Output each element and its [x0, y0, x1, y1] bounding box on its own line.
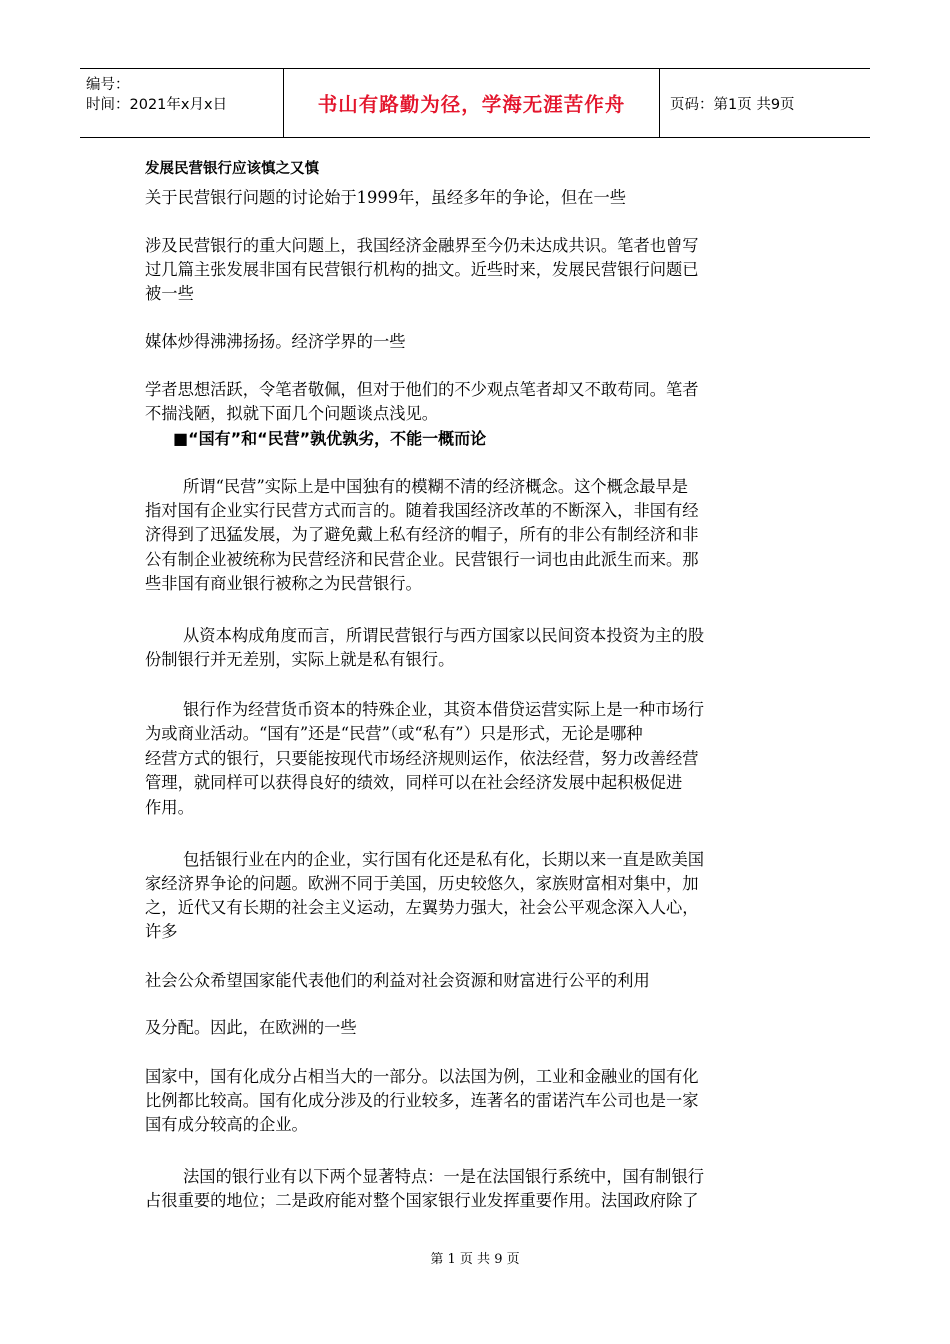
text-line: 银行作为经营货币资本的特殊企业，其资本借贷运营实际上是一种市场行 [183, 700, 705, 719]
text-line: 包括银行业在内的企业，实行国有化还是私有化，长期以来一直是欧美国 [183, 850, 705, 869]
text-line: 法国的银行业有以下两个显著特点：一是在法国银行系统中，国有制银行 [183, 1167, 705, 1186]
text-line: 作用。 [145, 798, 194, 817]
document-number-label: 编号： [86, 77, 130, 93]
header-table [80, 68, 870, 138]
footer-page-number: 第 1 页 共 9 页 [430, 1252, 520, 1267]
text-line: 从资本构成角度而言，所谓民营银行与西方国家以民间资本投资为主的股 [183, 626, 705, 645]
text-line: 管理，就同样可以获得良好的绩效，同样可以在社会经济发展中起积极促进 [145, 773, 683, 792]
text-line: 公有制企业被统称为民营经济和民营企业。民营银行一词也由此派生而来。那 [145, 550, 699, 569]
text-line: 份制银行并无差别，实际上就是私有银行。 [145, 650, 455, 669]
text-line: 比例都比较高。国有化成分涉及的行业较多，连著名的雷诺汽车公司也是一家 [145, 1091, 699, 1110]
document-time-label: 时间：2021年x月x日 [86, 97, 228, 113]
text-line: 为或商业活动。“国有”还是“民营”（或“私有”）只是形式，无论是哪种 [145, 724, 643, 743]
text-line: 关于民营银行问题的讨论始于1999年，虽经多年的争论，但在一些 [145, 188, 627, 207]
text-line: 国家中，国有化成分占相当大的一部分。以法国为例，工业和金融业的国有化 [145, 1067, 699, 1086]
motto-text: 书山有路勤为径，学海无涯苦作舟 [317, 93, 626, 116]
header-page-info [660, 69, 870, 137]
text-line: 媒体炒得沸沸扬扬。经济学界的一些 [145, 332, 406, 351]
text-line: 学者思想活跃，令笔者敬佩，但对于他们的不少观点笔者却又不敢苟同。笔者 [145, 380, 699, 399]
text-line: 许多 [145, 922, 178, 941]
article-title: 发展民营银行应该慎之又慎 [145, 161, 319, 177]
text-line: 被一些 [145, 284, 194, 303]
text-line: 济得到了迅猛发展，为了避免戴上私有经济的帽子，所有的非公有制经济和非 [145, 525, 699, 544]
text-line: 国有成分较高的企业。 [145, 1115, 308, 1134]
text-line: 过几篇主张发展非国有民营银行机构的拙文。近些时来，发展民营银行问题已 [145, 260, 699, 279]
text-line: 社会公众希望国家能代表他们的利益对社会资源和财富进行公平的利用 [145, 971, 650, 990]
text-line: 指对国有企业实行民营方式而言的。随着我国经济改革的不断深入，非国有经 [145, 501, 699, 520]
section-heading: ■“国有”和“民营”孰优孰劣，不能一概而论 [173, 429, 487, 448]
text-line: 家经济界争论的问题。欧洲不同于美国，历史较悠久，家族财富相对集中，加 [145, 874, 699, 893]
page-info-text: 页码：第1页 共9页 [670, 96, 795, 113]
text-line: 不揣浅陋，拟就下面几个问题谈点浅见。 [145, 404, 439, 423]
text-line: 占很重要的地位；二是政府能对整个国家银行业发挥重要作用。法国政府除了 [145, 1191, 699, 1210]
text-line: 及分配。因此，在欧洲的一些 [145, 1018, 357, 1037]
text-line: 所谓“民营”实际上是中国独有的模糊不清的经济概念。这个概念最早是 [183, 477, 689, 496]
text-line: 经营方式的银行，只要能按现代市场经济规则运作，依法经营，努力改善经营 [145, 749, 699, 768]
text-line: 些非国有商业银行被称之为民营银行。 [145, 574, 422, 593]
text-line: 涉及民营银行的重大问题上，我国经济金融界至今仍未达成共识。笔者也曾写 [145, 236, 699, 255]
header-meta [80, 69, 283, 137]
page-footer [0, 1248, 950, 1267]
text-line: 之，近代又有长期的社会主义运动，左翼势力强大，社会公平观念深入人心， [145, 898, 699, 917]
header-motto-cell [283, 69, 660, 137]
